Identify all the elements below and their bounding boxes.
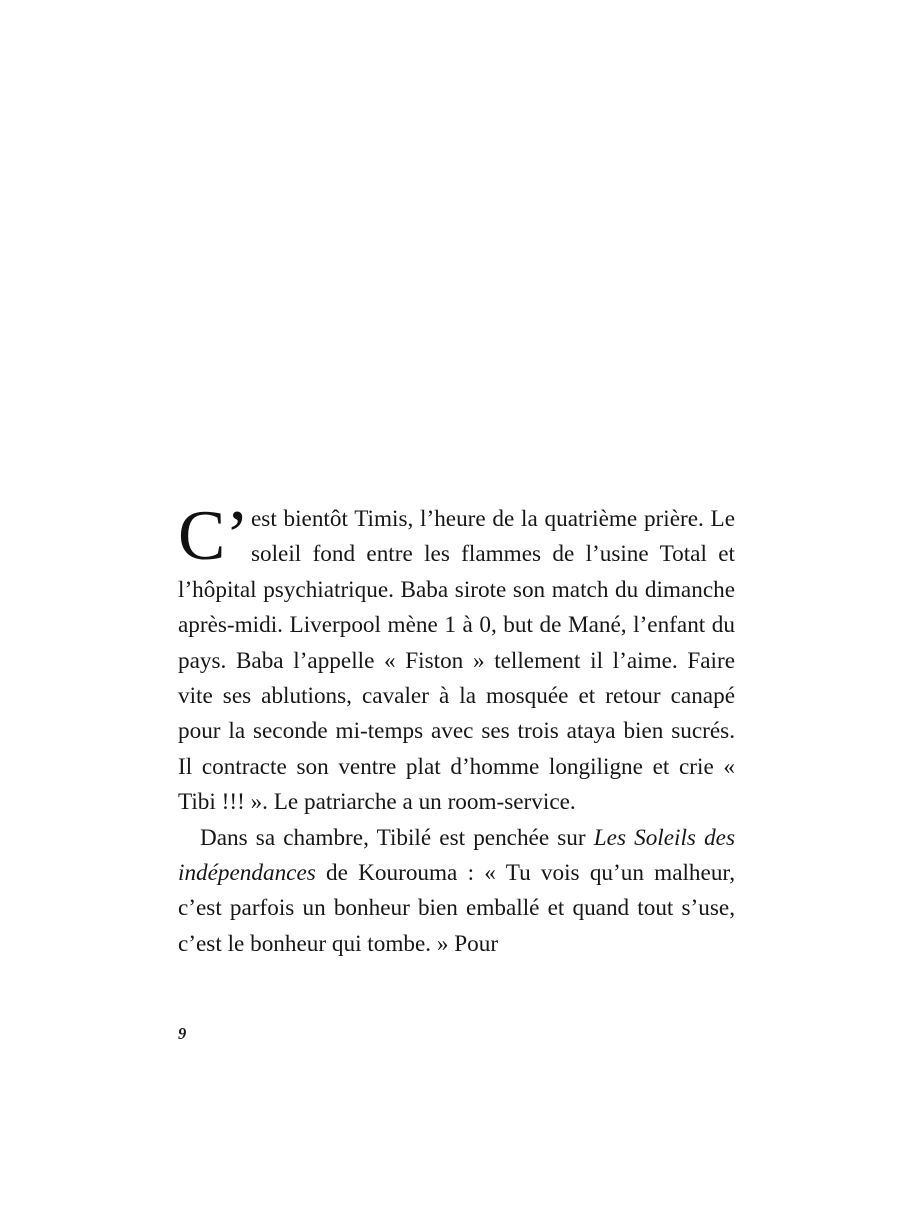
cited-work-title: Les Soleils des indépendances [178, 824, 735, 887]
paragraph-first: C’est bientôt Timis, l’heure de la quatrième prière. Le soleil fond entre les flammes de l’usine Total et l’hôpital psychiatrique. Baba sirote son match du dimanche après-midi. Liverpool mène 1 à 0, but de Mané, l’enfant du pays. Baba l’appelle « Fiston » tellement il l’aime. Faire vite ses ablutions, cavaler à la mosquée et retour canapé pour la seconde mi-temps avec ses trois ataya bien sucrés. Il contracte son ventre plat d’homme longiligne et crie « Tibi !!! ». Le patriarche a un room-service. [178, 497, 735, 816]
page-number: 9 [178, 1024, 187, 1043]
body-text-block [178, 497, 735, 962]
paragraph-second-lead: Dans sa chambre, Tibilé est penchée sur [200, 824, 594, 851]
paragraph-second-tail: de Kourouma : « Tu vois qu’un malheur, c’est parfois un bonheur bien emballé et quand tout s’use, c’est le bonheur qui tombe. » Pour [178, 860, 735, 957]
paragraph-second [178, 821, 735, 963]
